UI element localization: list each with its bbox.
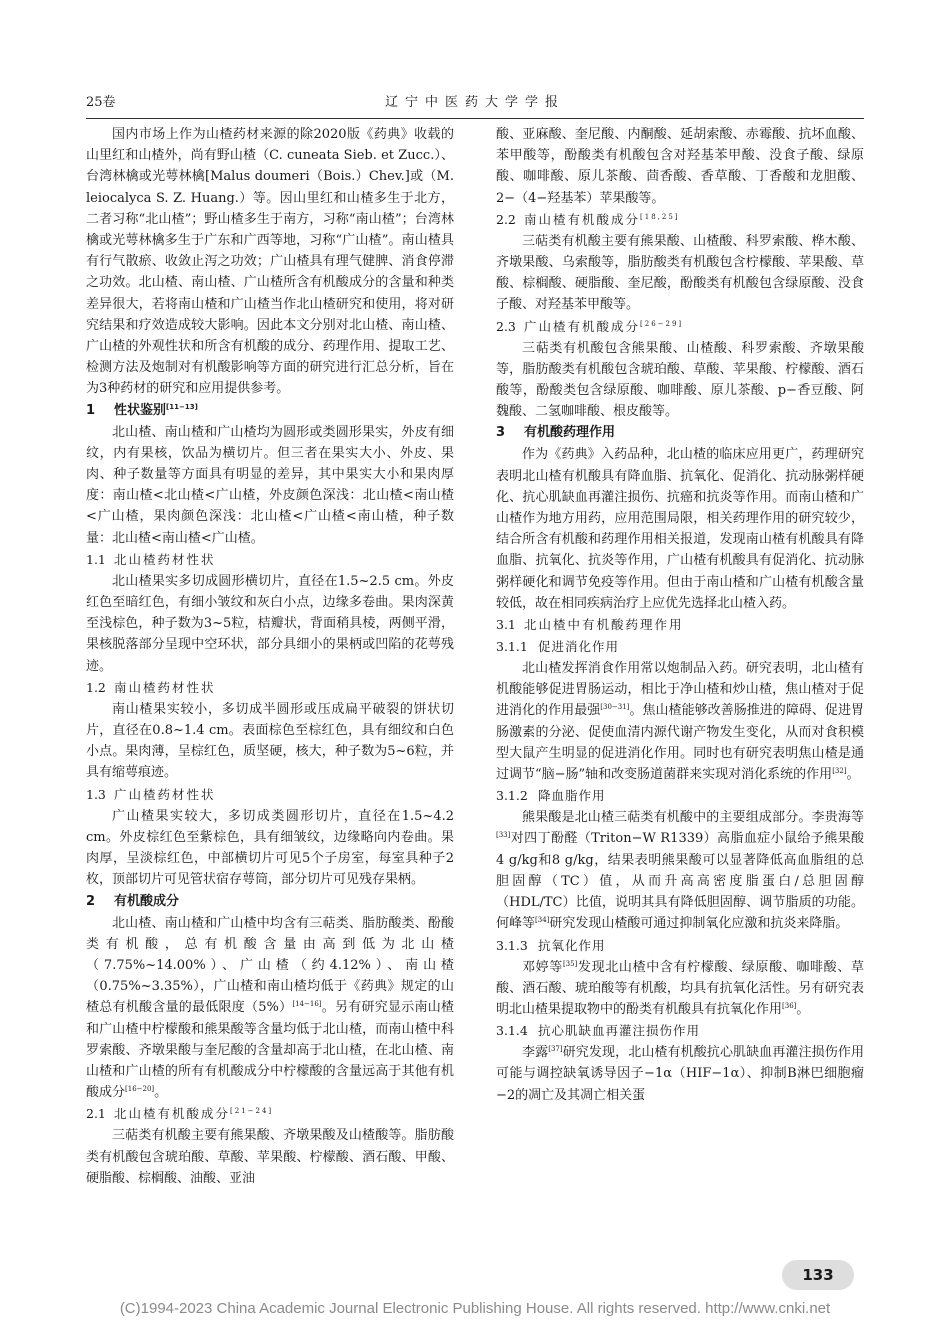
page-number: 133	[782, 1260, 854, 1290]
section-number: 2	[86, 893, 96, 909]
section-heading-3-1-3	[496, 935, 864, 957]
section-title: 北山楂中有机酸药理作用	[524, 617, 684, 633]
section-number: 1.3	[86, 786, 106, 802]
section-number: 1.1	[86, 551, 106, 567]
copyright-footer: (C)1994-2023 China Academic Journal Electronic Publishing House. All rights reserved. http://www.cnki.net	[119, 1300, 831, 1317]
section-1-1-paragraph: 北山楂果实多切成圆形横切片，直径在1.5~2.5 cm。外皮红色至暗红色，有细小皱纹和灰白小点，边缘多卷曲。果肉深黄至浅棕色，种子数为3~5粒，桔瓣状，背面稍具棱，两侧平滑，果核脱落部分呈现中空环状，部分具细小的果柄或凹陷的花萼残迹。	[86, 573, 454, 674]
section-heading-1	[86, 400, 454, 422]
section-title: 降血脂作用	[538, 788, 606, 804]
section-title: 南山楂有机酸成分	[524, 211, 641, 227]
citation: [11−13]	[166, 402, 198, 411]
section-title: 抗心肌缺血再灌注损伤作用	[538, 1023, 701, 1039]
citation: [37]	[548, 1045, 563, 1054]
citation: [26−29]	[640, 319, 684, 328]
section-title: 抗氧化作用	[538, 937, 606, 953]
section-title: 北山楂药材性状	[114, 551, 216, 567]
text-run: 对四丁酚醛（Triton−W R1339）高脂血症小鼠给予熊果酸4 g/kg和8 g/kg，结果表明熊果酸可以显著降低高血脂组的总胆固醇（TC）值，从而升高高密度脂蛋白/总胆固醇（HDL/TC）比值，说明其具有降低胆固醇、调节脂质的功能。何峰等	[496, 831, 864, 932]
section-title: 有机酸成分	[114, 893, 180, 909]
text-run: 北山楂发挥消食作用常以炮制品入药。研究表明，北山楂有机酸能够促进胃肠运动，相比于净山楂和炒山楂，焦山楂对于促进消化的作用最强	[496, 661, 864, 719]
section-number: 3.1.1	[496, 639, 528, 655]
section-title: 北山楂有机酸成分	[114, 1106, 231, 1122]
section-1-2-paragraph: 南山楂果实较小，多切成半圆形或压成扁平破裂的饼状切片，直径在0.8~1.4 cm。表面棕色至棕红色，具有细纹和白色小点。果肉薄，呈棕红色，质坚硬，核大，种子数为5~6粒，并具有缩萼痕迹。	[86, 701, 454, 781]
citation: [21−24]	[230, 1107, 274, 1116]
section-number: 3.1.4	[496, 1023, 528, 1039]
section-2-paragraph	[86, 913, 454, 1104]
text-run: 。另有研究显示南山楂和广山楂中柠檬酸和熊果酸等含量均低于北山楂，而南山楂中科罗索酸、齐墩果酸与奎尼酸的含量却高于北山楂，在北山楂、南山楂和广山楂的所有有机酸成分中柠檬酸的含量远高于其他有机酸成分	[86, 1000, 454, 1101]
section-title: 有机酸药理作用	[524, 425, 616, 441]
citation: [16−20]	[125, 1085, 155, 1094]
section-3-1-1-paragraph	[496, 658, 864, 785]
citation: [32]	[832, 767, 847, 776]
section-heading-3-1-2	[496, 785, 864, 807]
section-heading-2-2	[496, 209, 864, 231]
text-run: 研究发现，北山楂有机酸抗心肌缺血再灌注损伤作用可能与调控缺氧诱导因子−1α（HIF−1α）、抑制B淋巴细胞瘤−2的凋亡及其凋亡相关蛋	[496, 1045, 864, 1103]
section-heading-3-1-4	[496, 1020, 864, 1042]
section-number: 3.1	[496, 617, 516, 633]
journal-name: 辽宁中医药大学学报	[384, 95, 565, 110]
section-3-paragraph: 作为《药典》入药品种，北山楂的临床应用更广，药理研究表明北山楂有机酸具有降血脂、抗氧化、促消化、抗动脉粥样硬化、抗心肌缺血再灌注损伤、抗癌和抗炎等作用。而南山楂和广山楂作为地方用药，应用范围局限，相关药理作用的研究较少，结合所含有机酸和药理作用相关报道，发现南山楂有机酸具有降血脂、抗氧化、抗炎等作用，广山楂有机酸具有促消化、抗动脉粥样硬化和调节免疫等作用。但由于南山楂和广山楂有机酸含量较低，故在相同疾病治疗上应优先选择北山楂入药。	[496, 447, 864, 611]
section-title: 南山楂药材性状	[114, 679, 216, 695]
text-run: 发现北山楂中含有柠檬酸、绿原酸、咖啡酸、草酸、酒石酸、琥珀酸等有机酸，均具有抗氧化活性。另有研究表明北山楂果提取物中的酚类有机酸具有抗氧化作用	[496, 959, 864, 1017]
section-title: 性状鉴别	[114, 402, 167, 418]
citation: [34]	[535, 916, 550, 925]
right-column	[496, 124, 864, 1254]
header-divider	[86, 118, 864, 119]
section-title: 广山楂有机酸成分	[524, 318, 641, 334]
section-heading-1-3	[86, 784, 454, 806]
text-run: 研究发现山楂酸可通过抑制氧化应激和抗炎来降脂。	[549, 916, 849, 932]
intro-paragraph: 国内市场上作为山楂药材来源的除2020版《药典》收载的山里红和山楂外，尚有野山楂（C. cuneata Sieb. et Zucc.）、台湾林檎或光萼林檎[Malus doumeri（Bois.）Chev.]或（M. leiocalyca S. Z. Huang.）等。因山里红和山楂多生于北方，二者习称“北山楂”；野山楂多生于南方，习称“南山楂”；台湾林檎或光萼林檎多生于广东和广西等地，习称“广山楂”。南山楂具有行气散瘀、收敛止泻之功效；广山楂具有理气健脾、消食停滞之功效。北山楂、南山楂、广山楂所含有机酸成分的含量和种类差异很大，若将南山楂和广山楂当作北山楂研究和使用，将对研究结果和疗效造成较大影响。因此本文分别对北山楂、南山楂、广山楂的外观性状和所含有机酸的成分、药理作用、提取工艺、检测方法及炮制对有机酸影响等方面的研究进行汇总分析，旨在为3种药材的研究和应用提供参考。	[86, 127, 454, 397]
section-heading-1-1	[86, 549, 454, 571]
text-run: 北山楂、南山楂和广山楂中均含有三萜类、脂肪酸类、酚酸类有机酸，总有机酸含量由高到低为北山楂（7.75%~14.00%）、广山楂（约4.12%）、南山楂（0.75%~3.35%），广山楂和南山楂均低于《药典》规定的山楂总有机酸含量的最低限度（5%）	[86, 915, 454, 1016]
section-heading-2	[86, 891, 454, 913]
citation: [18,25]	[640, 212, 680, 221]
section-number: 3.1.2	[496, 788, 528, 804]
section-1-3-paragraph: 广山楂果实较大，多切成类圆形切片，直径在1.5~4.2 cm。外皮棕红色至紫棕色，具有细皱纹，边缘略向内卷曲。果肉厚，呈淡棕红色，中部横切片可见5个子房室，每室具种子2枚，顶部切片可见管状宿存萼筒，部分切片可见残存果柄。	[86, 808, 454, 888]
volume-label: 25卷	[86, 95, 116, 110]
section-3-1-4-paragraph	[496, 1042, 864, 1106]
text-run: 。	[796, 1001, 810, 1017]
section-number: 2.2	[496, 211, 516, 227]
section-3-1-3-paragraph	[496, 957, 864, 1021]
section-2-3-paragraph: 三萜类有机酸包含熊果酸、山楂酸、科罗索酸、齐墩果酸等，脂肪酸类有机酸包含琥珀酸、草酸、苹果酸、柠檬酸、酒石酸等，酚酸类包含绿原酸、咖啡酸、原儿茶酸、p−香豆酸、阿魏酸、二氢咖啡酸、根皮酸等。	[496, 340, 864, 420]
text-run: 李露	[522, 1045, 549, 1061]
citation: [30−31]	[600, 703, 630, 712]
citation: [35]	[562, 959, 578, 968]
section-2-2-paragraph: 三萜类有机酸主要有熊果酸、山楂酸、科罗索酸、桦木酸、齐墩果酸、乌索酸等，脂肪酸类有机酸包含柠檬酸、苹果酸、草酸、棕榈酸、硬脂酸、奎尼酸，酚酸类有机酸包含绿原酸、没食子酸、对羟基苯甲酸等。	[496, 233, 864, 313]
text-run: 。	[846, 767, 860, 783]
section-heading-2-3	[496, 316, 864, 338]
citation: [36]	[782, 1001, 797, 1010]
section-number: 1.2	[86, 679, 106, 695]
section-title: 促进消化作用	[538, 639, 620, 655]
section-3-1-2-paragraph	[496, 807, 864, 934]
section-2-1-paragraph: 三萜类有机酸主要有熊果酸、齐墩果酸及山楂酸等。脂肪酸类有机酸包含琥珀酸、草酸、苹果酸、柠檬酸、酒石酸、甲酸、硬脂酸、棕榈酸、油酸、亚油	[86, 1128, 454, 1186]
section-number: 3	[496, 425, 506, 441]
section-1-paragraph: 北山楂、南山楂和广山楂均为圆形或类圆形果实，外皮有细纹，内有果核，饮品为横切片。但三者在果实大小、外皮、果肉、种子数量等方面具有明显的差异，其中果实大小和果肉厚度：南山楂<北山楂<广山楂，外皮颜色深浅：北山楂<南山楂<广山楂，果肉颜色深浅：北山楂<广山楂<南山楂，种子数量：北山楂<南山楂<广山楂。	[86, 424, 454, 546]
section-heading-3	[496, 422, 864, 444]
running-header	[86, 92, 864, 114]
citation: [14−16]	[292, 1000, 322, 1009]
section-number: 1	[86, 402, 96, 418]
section-title: 广山楂药材性状	[114, 786, 216, 802]
left-column	[86, 124, 454, 1254]
section-heading-3-1-1	[496, 636, 864, 658]
section-heading-2-1	[86, 1103, 454, 1125]
text-run: 熊果酸是北山楂三萜类有机酸中的主要组成部分。李贵海等	[522, 810, 864, 826]
text-run: 。	[154, 1085, 168, 1101]
section-number: 2.3	[496, 318, 516, 334]
section-heading-3-1	[496, 614, 864, 636]
section-number: 2.1	[86, 1106, 106, 1122]
citation: [33]	[496, 831, 511, 840]
text-run: 邓婷等	[522, 959, 563, 975]
text-run: 。焦山楂能够改善肠推进的障碍、促进胃肠激素的分泌、促使血清内源代谢产物发生变化，从而对食积模型大鼠产生明显的促进消化作用。同时也有研究表明焦山楂是通过调节“脑−肠”轴和改变肠道菌群来实现对消化系统的作用	[496, 703, 864, 783]
section-2-1-continuation: 酸、亚麻酸、奎尼酸、内酮酸、延胡索酸、赤霉酸、抗坏血酸、苯甲酸等，酚酸类有机酸包含对羟基苯甲酸、没食子酸、绿原酸、咖啡酸、原儿茶酸、茴香酸、香草酸、丁香酸和龙胆酸、2−（4−羟基苯）苹果酸等。	[496, 127, 864, 206]
section-heading-1-2	[86, 677, 454, 699]
section-number: 3.1.3	[496, 937, 528, 953]
